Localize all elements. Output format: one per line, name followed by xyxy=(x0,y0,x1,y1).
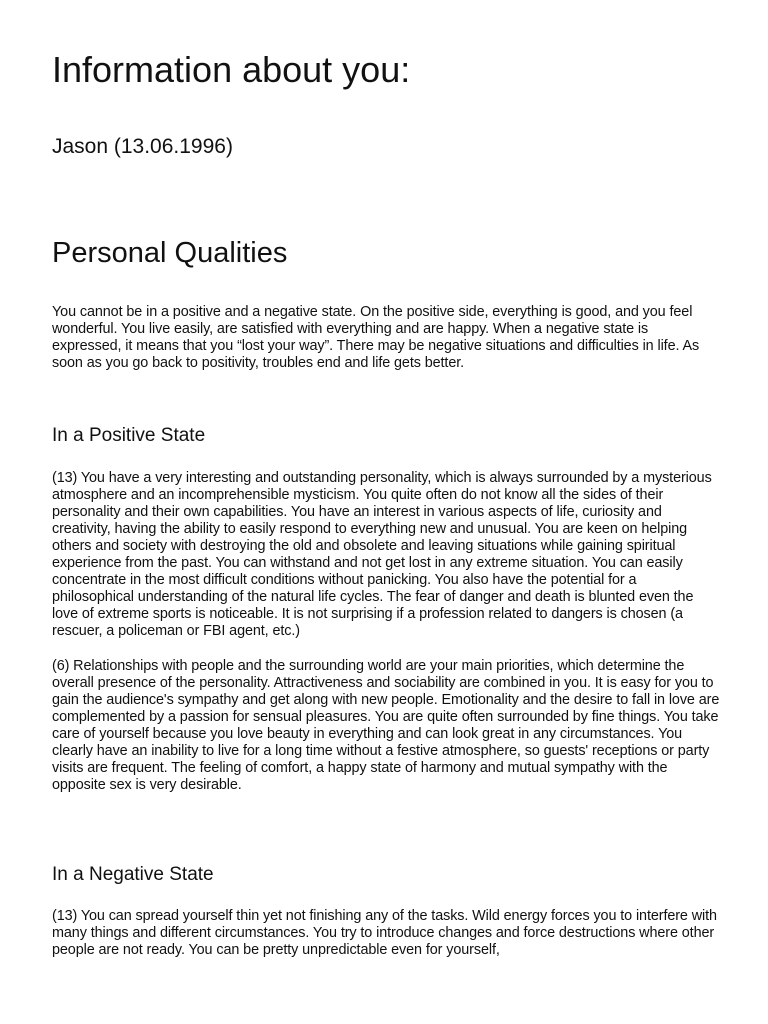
intro-paragraph: You cannot be in a positive and a negative state. On the positive side, everything is good, and you feel wonderful. You live easily, are satisfied with everything and are happy. When a negative state is expressed, it means that you “lost your way”. There may be negative situations and difficulties in life. As soon as you go back to positivity, troubles end and life gets better. xyxy=(52,304,700,371)
section-title-personal-qualities: Personal Qualities xyxy=(52,237,288,269)
subsection-title-negative-state: In a Negative State xyxy=(52,864,214,885)
positive-paragraph: (13) You have a very interesting and outstanding personality, which is always surrounded by a mysterious atmosphere and an incomprehensible mysticism. You quite often do not know all the sides of their personality and their own capabilities. You have an interest in various aspects of life, curiosity and creativity, having the ability to easily respond to everything new and unusual. You are keen on helping others and society with destroying the old and obsolete and leaving situations while gaining spiritual experience from the past. You can withstand and not get lost in any extreme situation. You can easily concentrate in the most difficult conditions without panicking. You also have the potential for a philosophical understanding of the natural life cycles. The fear of danger and death is blunted even the love of extreme sports is noticeable. It is not surprising if a profession related to dangers is chosen (a rescuer, a policeman or FBI agent, etc.) xyxy=(52,470,712,639)
subsection-title-positive-state: In a Positive State xyxy=(52,425,206,446)
positive-paragraph: (6) Relationships with people and the surrounding world are your main priorities, which determine the overall presence of the personality. Attractiveness and sociability are combined in you. It is easy for you to gain the audience's sympathy and get along with new people. Emotionality and the desire to fall in love are complemented by a passion for sensual pleasures. You are quite often surrounded by fine things. You take care of yourself because you love beauty in everything and can look great in any circumstances. You clearly have an inability to live for a long time without a festive atmosphere, so guests' receptions or party visits are frequent. The feeling of comfort, a happy state of harmony and mutual sympathy with the opposite sex is very desirable. xyxy=(52,658,720,793)
negative-paragraph: (13) You can spread yourself thin yet not finishing any of the tasks. Wild energy forces you to interfere with many things and different circumstances. You try to introduce changes and force destructions where other people are not ready. You can be pretty unpredictable even for yourself, xyxy=(52,908,717,958)
page-title: Information about you: xyxy=(52,49,411,90)
person-name-and-birthdate: Jason (13.06.1996) xyxy=(52,135,233,158)
